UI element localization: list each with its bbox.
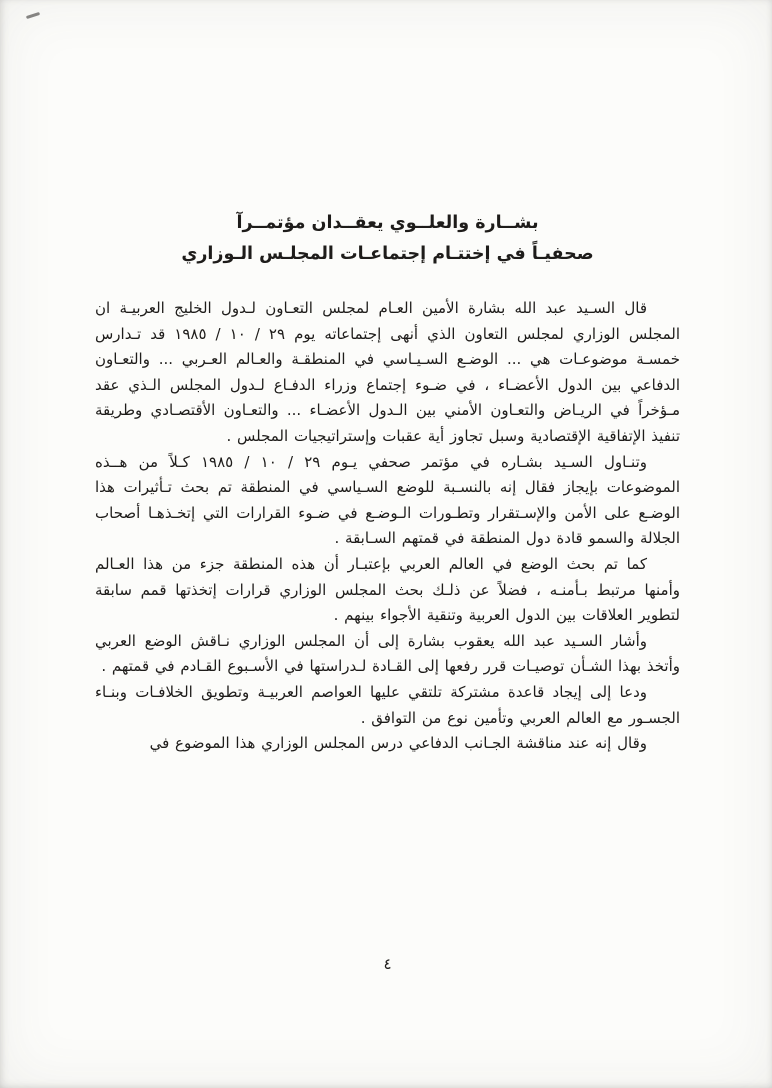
page-number: ٤ (383, 955, 392, 973)
paragraph: ودعا إلى إيجاد قاعدة مشتركة تلتقي عليها العواصم العربيـة وتطويق الخلافـات وبنـاء الجسـور مع العالم العربي وتأمين نوع من التوافق . (95, 682, 680, 727)
paragraph: قال السـيد عبد الله بشارة الأمين العـام لمجلس التعـاون لـدول الخليج العربيـة ان المجلس الوزاري لمجلس التعاون الذي أنهى إجتماعاته يوم ٢٩ / ١٠ / ١٩٨٥ قد تـدارس خمسـة موضوعـات هي ... الوضـع السـيـاسي في المنطقـة والعـالم العـربي ... والتعـاون الدفاعي بين الدول الأعضـاء ، في ضـوء إجتماع وزراء الدفـاع لـدول المجلس الـذي عقد مـؤخراً في الريـاض والتعـاون الأمني بين الـدول الأعضـاء ... والتعـاون الأقتصـادي وطريقة تنفيذ الإتفاقية الإقتصادية وسبل تجاوز أية عقبات وإستراتيجيات المجلس . (95, 299, 681, 445)
scan-artifact-mark (26, 12, 40, 19)
title-line-2: صحفيـاً في إختتـام إجتماعـات المجلـس الـوزاري (181, 244, 594, 264)
document-title (95, 208, 680, 270)
title-line-1: بشــارة والعلــوي يعقــدان مؤتمــرآ (236, 213, 539, 233)
paragraph: وتنـاول السـيد بشـاره في مؤتمر صحفي يـوم ٢٩ / ١٠ / ١٩٨٥ كـلاً من هــذه الموضوعات بإيجاز فقال إنه بالنسـبة للوضع السـياسي في المنطقة تم بحث تـأثيرات هذا الوضـع على الأمن والإسـتقرار وتطـورات الـوضـع في ضـوء القرارات التي إتخـذهـا أصحاب الجلالة والسمو قادة دول المنطقة في قمتهم السـابقة . (95, 452, 680, 548)
paragraph: وأشار السـيد عبد الله يعقوب بشارة إلى أن المجلس الوزاري نـاقش الوضع العربي وأتخذ بهذا الشـأن توصيـات قرر رفعها إلى القـادة لـدراستها في الأسـبوع القـادم في قمتهم . (95, 631, 680, 676)
document-body (95, 296, 680, 757)
paragraph: وقال إنه عند مناقشة الجـانب الدفاعي درس المجلس الوزاري هذا الموضوع في (149, 734, 647, 753)
paragraph: كما تم بحث الوضع في العالم العربي بإعتبـار أن هذه المنطقة جزء من هذا العـالم وأمنها مرتبط بـأمنـه ، فضلاً عن ذلـك بحث المجلس الوزاري قرارات إتخذتها قمم سابقة لتطوير العلاقات بين الدول العربية وتنقية الأجواء بينهم . (95, 554, 680, 625)
